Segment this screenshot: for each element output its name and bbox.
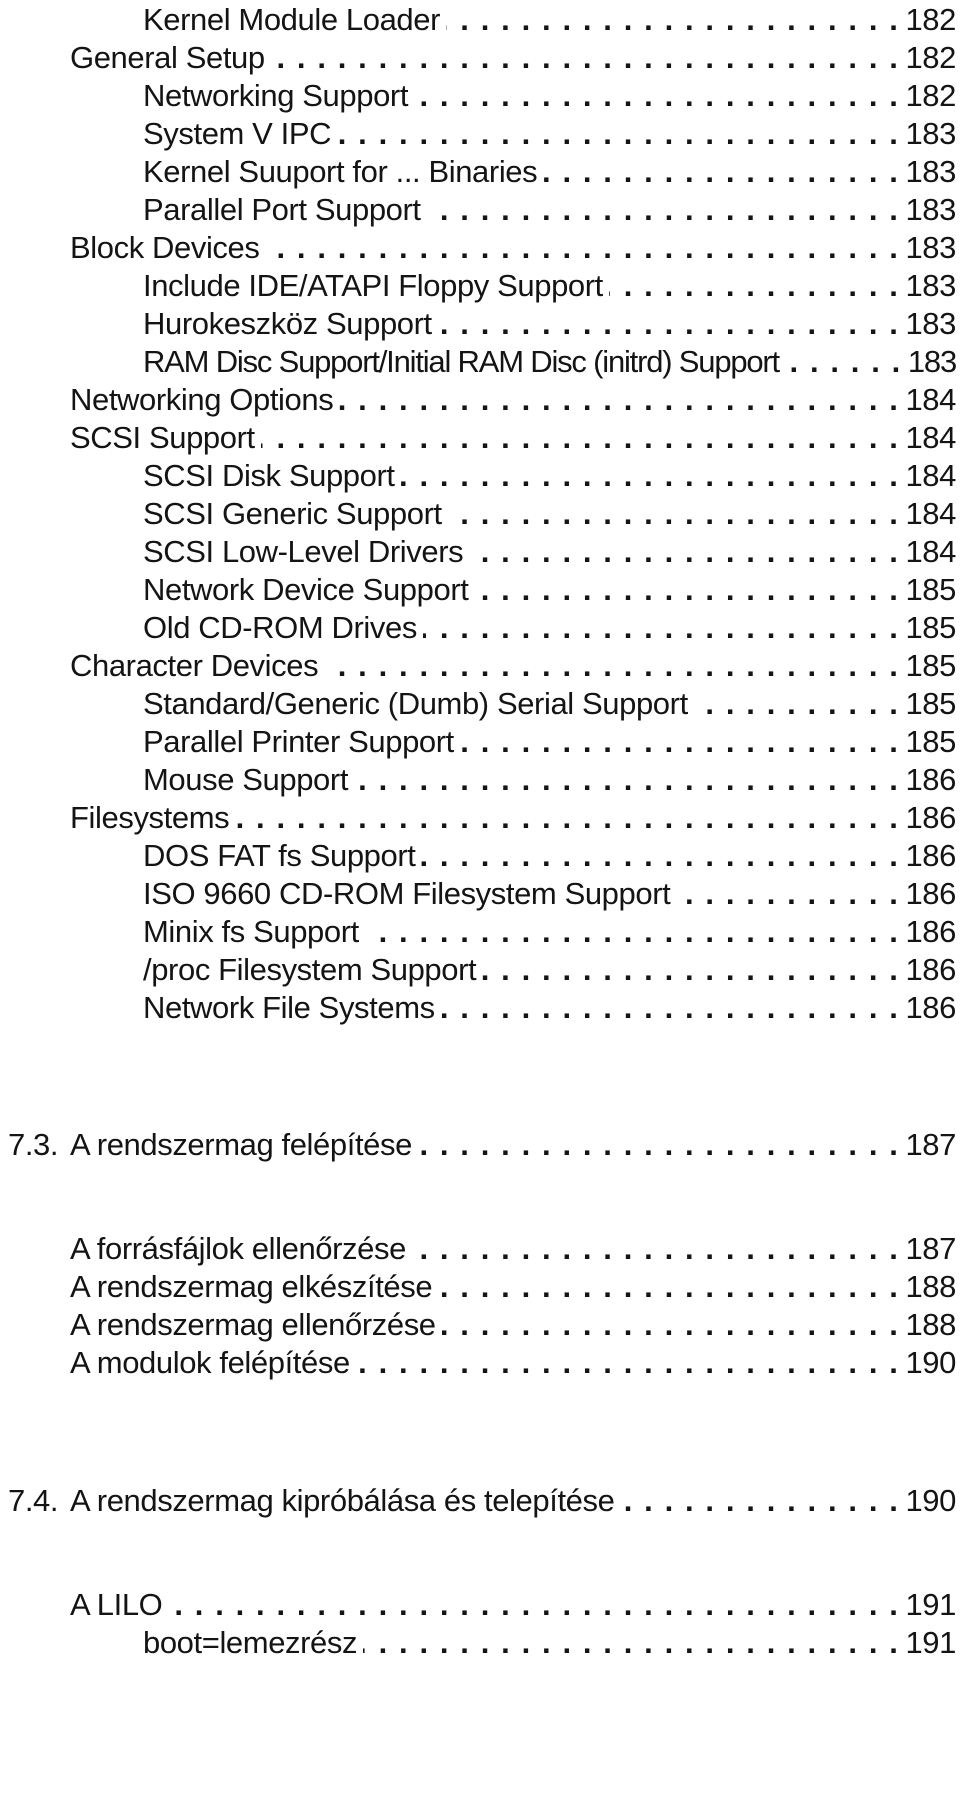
toc-entry-page: 186 (905, 838, 956, 873)
toc-entry-page: 185 (905, 610, 956, 645)
toc-entry (143, 988, 956, 1028)
toc-entry-page: 185 (905, 686, 956, 721)
toc-entry-page: 183 (905, 154, 956, 189)
section-number: 7.4. (8, 1483, 59, 1518)
toc-entry-page: 183 (905, 230, 956, 265)
toc-entry-page: 186 (905, 914, 956, 949)
toc-entry (70, 38, 956, 78)
toc-entry-title: RAM Disc Support/Initial RAM Disc (initrd) Support (143, 344, 779, 379)
toc-entry (143, 114, 956, 154)
toc-entry-title: Character Devices (70, 648, 319, 683)
toc-entry (70, 1229, 956, 1269)
toc-entry-title: Mouse Support (143, 762, 349, 797)
dot-leader (441, 988, 900, 1028)
toc-entry (143, 1623, 956, 1663)
toc-entry-title: A rendszermag elkészítése (70, 1269, 433, 1304)
toc-entry-title: General Setup (70, 40, 265, 75)
toc-entry (70, 798, 956, 838)
toc-entry-title: SCSI Generic Support (143, 496, 442, 531)
dot-leader (482, 950, 899, 990)
dot-leader (474, 570, 899, 610)
toc-entry (70, 418, 956, 458)
toc-entry-title: SCSI Support (70, 420, 255, 455)
toc-entry (70, 228, 956, 268)
toc-entry (70, 380, 956, 420)
dot-leader (446, 0, 899, 40)
toc-entry-title: SCSI Disk Support (143, 458, 395, 493)
dot-leader (271, 38, 900, 78)
dot-leader (442, 1305, 900, 1345)
toc-entry (70, 646, 956, 686)
toc-entry-page: 182 (905, 40, 956, 75)
dot-leader (356, 1343, 900, 1383)
toc-entry-title: A rendszermag kipróbálása és telepítése (70, 1483, 615, 1518)
toc-entry-title: Hurokeszköz Support (143, 306, 432, 341)
toc-entry (70, 1305, 956, 1345)
toc-entry-title: System V IPC (143, 116, 332, 151)
toc-entry-title: Standard/Generic (Dumb) Serial Support (143, 686, 688, 721)
toc-entry-page: 184 (905, 458, 956, 493)
toc-entry-title: Kernel Suuport for ... Binaries (143, 154, 538, 189)
toc-entry (143, 532, 956, 572)
toc-entry (143, 0, 956, 40)
dot-leader (543, 152, 899, 192)
dot-leader (460, 722, 900, 762)
toc-entry (143, 912, 956, 952)
toc-entry-title: Parallel Printer Support (143, 724, 454, 759)
dot-leader (412, 1229, 900, 1269)
toc-entry-page: 186 (905, 762, 956, 797)
toc-entry (143, 684, 956, 724)
toc-entry (143, 760, 956, 800)
toc-entry-page: 186 (905, 990, 956, 1025)
dot-leader (401, 456, 900, 496)
toc-entry-title: A LILO (70, 1587, 163, 1622)
section-number: 7.3. (8, 1127, 59, 1162)
toc-entry-page: 186 (905, 876, 956, 911)
dot-leader (609, 266, 900, 306)
dot-leader (235, 798, 899, 838)
toc-entry (70, 1343, 956, 1383)
dot-leader (469, 532, 899, 572)
toc-entry-title: A forrásfájlok ellenőrzése (70, 1231, 406, 1266)
dot-leader (423, 608, 900, 648)
toc-entry-title: /proc Filesystem Support (143, 952, 477, 987)
toc-entry-page: 187 (905, 1231, 956, 1266)
dot-leader (694, 684, 900, 724)
dot-leader (418, 1125, 900, 1165)
toc-entry (143, 266, 956, 306)
dot-leader (427, 190, 900, 230)
toc-entry-page: 191 (905, 1587, 956, 1622)
toc-entry-page: 183 (905, 306, 956, 341)
toc-entry-title: boot=lemezrész (143, 1625, 358, 1660)
toc-entry (143, 494, 956, 534)
toc-section-heading (8, 1481, 956, 1521)
toc-entry-title: Network File Systems (143, 990, 435, 1025)
dot-leader (337, 114, 899, 154)
toc-entry-page: 190 (905, 1483, 956, 1518)
toc-entry-title: Old CD-ROM Drives (143, 610, 417, 645)
dot-leader (438, 304, 900, 344)
toc-section-heading (8, 1125, 956, 1165)
toc-entry (143, 152, 956, 192)
toc-entry-page: 184 (905, 420, 956, 455)
toc-entry (70, 1585, 956, 1625)
toc-entry-title: A rendszermag ellenőrzése (70, 1307, 436, 1342)
toc-entry-title: ISO 9660 CD-ROM Filesystem Support (143, 876, 671, 911)
dot-leader (620, 1481, 899, 1521)
toc-entry-title: A modulok felépítése (70, 1345, 350, 1380)
toc-entry-page: 185 (905, 648, 956, 683)
dot-leader (676, 874, 899, 914)
dot-leader (438, 1267, 899, 1307)
toc-entry-title: Networking Options (70, 382, 334, 417)
toc-entry-page: 184 (905, 534, 956, 569)
toc-entry (70, 1267, 956, 1307)
toc-entry (143, 836, 956, 876)
dot-leader (324, 646, 899, 686)
toc-entry (143, 874, 956, 914)
toc-entry (143, 722, 956, 762)
toc-entry-page: 186 (905, 800, 956, 835)
toc-entry-page: 190 (905, 1345, 956, 1380)
toc-entry (143, 950, 956, 990)
toc-entry-page: 183 (905, 268, 956, 303)
toc-entry-title: Networking Support (143, 78, 409, 113)
toc-entry (143, 342, 956, 382)
toc-entry-title: Kernel Module Loader (143, 2, 441, 37)
toc-entry-page: 183 (907, 344, 956, 379)
toc-entry (143, 608, 956, 648)
dot-leader (363, 1623, 899, 1663)
toc-entry-page: 185 (905, 724, 956, 759)
toc-entry-page: 184 (905, 496, 956, 531)
toc-entry-title: Parallel Port Support (143, 192, 421, 227)
toc-entry-page: 187 (905, 1127, 956, 1162)
toc-entry-page: 186 (905, 952, 956, 987)
dot-leader (421, 836, 899, 876)
toc-entry-title: Block Devices (70, 230, 260, 265)
toc-entry-title: Include IDE/ATAPI Floppy Support (143, 268, 603, 303)
dot-leader (414, 76, 899, 116)
dot-leader (261, 418, 900, 458)
toc-entry (143, 190, 956, 230)
toc-entry-page: 188 (905, 1269, 956, 1304)
toc-entry (143, 76, 956, 116)
dot-leader (448, 494, 900, 534)
dot-leader (339, 380, 899, 420)
toc-entry-title: Network Device Support (143, 572, 469, 607)
toc-entry-page: 184 (905, 382, 956, 417)
dot-leader (785, 342, 902, 382)
toc-entry (143, 304, 956, 344)
toc-entry-page: 183 (905, 116, 956, 151)
toc-entry (143, 570, 956, 610)
toc-entry-page: 191 (905, 1625, 956, 1660)
toc-entry-title: DOS FAT fs Support (143, 838, 416, 873)
toc-entry-title: Minix fs Support (143, 914, 359, 949)
toc-entry-page: 182 (905, 78, 956, 113)
dot-leader (354, 760, 899, 800)
toc-entry-title: Filesystems (70, 800, 230, 835)
dot-leader (265, 228, 899, 268)
toc-entry-title: A rendszermag felépítése (70, 1127, 412, 1162)
toc-entry-page: 188 (905, 1307, 956, 1342)
toc-entry-page: 183 (905, 192, 956, 227)
toc-entry (143, 456, 956, 496)
toc-entry-page: 182 (905, 2, 956, 37)
toc-entry-page: 185 (905, 572, 956, 607)
toc-entry-title: SCSI Low-Level Drivers (143, 534, 464, 569)
dot-leader (168, 1585, 899, 1625)
dot-leader (365, 912, 900, 952)
